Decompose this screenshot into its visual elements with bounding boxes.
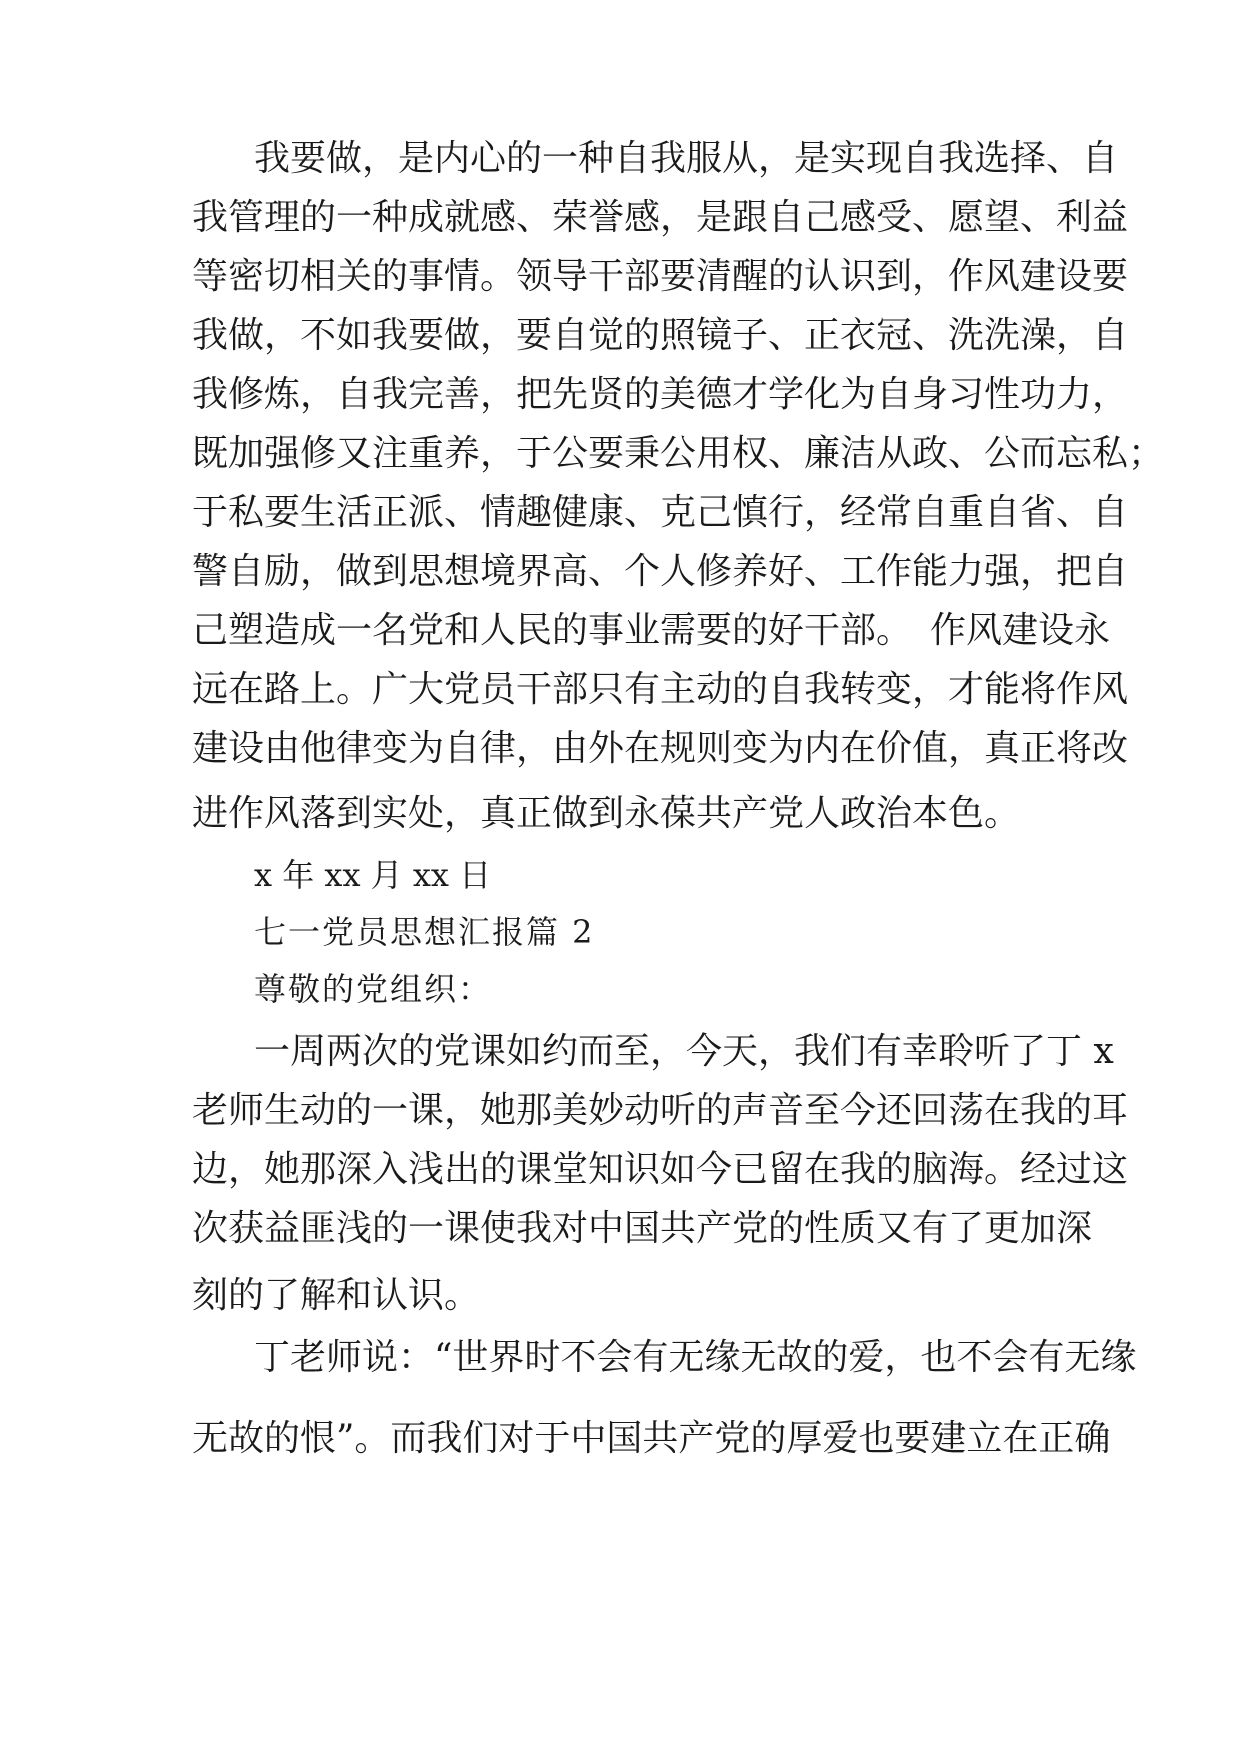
- body-text-line: 既加强修又注重养，于公要秉公用权、廉洁从政、公而忘私；: [192, 433, 1165, 474]
- body-text-line: 我管理的一种成就感、荣誉感，是跟自己感受、愿望、利益: [192, 197, 1129, 238]
- body-text-line: 于私要生活正派、情趣健康、克己慎行，经常自重自省、自: [192, 492, 1129, 533]
- body-text-line: 刻的了解和认识。: [192, 1275, 481, 1316]
- salutation: 尊敬的党组织：: [254, 970, 493, 1008]
- body-text-line: 一周两次的党课如约而至，今天，我们有幸聆听了丁 x: [254, 1031, 1114, 1072]
- body-text-line: 警自励，做到思想境界高、个人修养好、工作能力强，把自: [192, 551, 1129, 592]
- body-text-line: 远在路上。广大党员干部只有主动的自我转变，才能将作风: [192, 669, 1129, 710]
- body-text-line: 老师生动的一课，她那美妙动听的声音至今还回荡在我的耳: [192, 1090, 1129, 1131]
- body-text-line: 建设由他律变为自律，由外在规则变为内在价值，真正将改: [192, 728, 1129, 769]
- body-text-line: 进作风落到实处，真正做到永葆共产党人政治本色。: [192, 793, 1021, 834]
- body-text-line: 无故的恨”。而我们对于中国共产党的厚爱也要建立在正确: [192, 1418, 1111, 1459]
- body-text-line: 我修炼，自我完善，把先贤的美德才学化为自身习性功力，: [192, 374, 1129, 415]
- section-title: 七一党员思想汇报篇 2: [254, 913, 595, 951]
- body-text-line: 我做，不如我要做，要自觉的照镜子、正衣冠、洗洗澡，自: [192, 315, 1129, 356]
- body-text-line: 丁老师说：“世界时不会有无缘无故的爱，也不会有无缘: [254, 1337, 1137, 1378]
- body-text-line: 己塑造成一名党和人民的事业需要的好干部。 作风建设永: [192, 610, 1111, 651]
- body-text-line: 等密切相关的事情。领导干部要清醒的认识到，作风建设要: [192, 256, 1129, 297]
- body-text-line: 我要做，是内心的一种自我服从，是实现自我选择、自: [254, 138, 1119, 179]
- body-text-line: 边，她那深入浅出的课堂知识如今已留在我的脑海。经过这: [192, 1149, 1129, 1190]
- document-date: x 年 xx 月 xx 日: [254, 856, 492, 894]
- body-text-line: 次获益匪浅的一课使我对中国共产党的性质又有了更加深: [192, 1208, 1093, 1249]
